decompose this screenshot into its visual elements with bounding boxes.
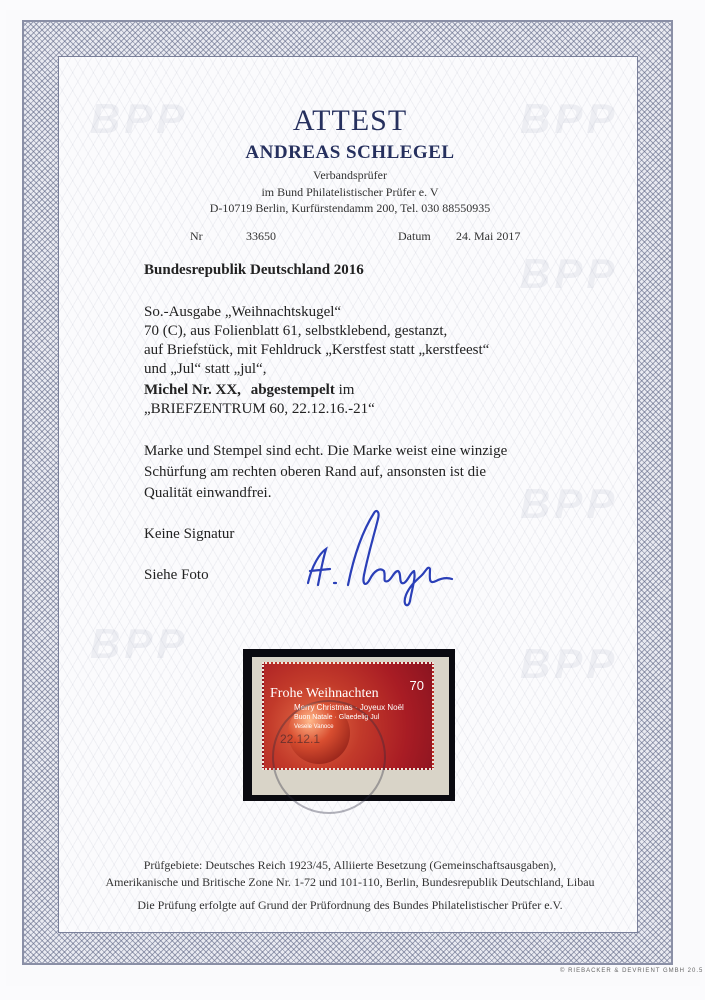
examiner-role: Verbandsprüfer [313, 168, 387, 182]
certificate-title: ATTEST [292, 104, 408, 137]
stamp-greeting: Frohe Weihnachten [270, 686, 379, 701]
michel-line [144, 381, 354, 400]
printer-copyright: © RIEBACKER & DEVRIENT GMBH 20.5 [560, 968, 704, 974]
certificate-number: 33650 [246, 229, 276, 243]
cancelled-status: abgestempelt [250, 382, 335, 398]
description-line: und „Jul“ statt „jul“, [144, 361, 267, 377]
signature-note: Keine Signatur [144, 526, 235, 542]
footer-line: Amerikanische und Britische Zone Nr. 1-72 und 101-110, Berlin, Bundesrepublik Deutschland, Libau [105, 875, 595, 889]
postmark-text: 22.12.1 [280, 732, 321, 746]
stamp-greeting-line: Vesele Vanoce [294, 724, 334, 730]
footer-line: Die Prüfung erfolgte auf Grund der Prüfordnung des Bundes Philatelistischer Prüfer e.V. [137, 898, 563, 912]
photo-note: Siehe Foto [144, 567, 209, 583]
description-line: 70 (C), aus Folienblatt 61, selbstklebend, gestanzt, [144, 323, 448, 339]
examiner-address: D-10719 Berlin, Kurfürstendamm 200, Tel. 030 88550935 [209, 201, 491, 215]
verdict-line: Marke und Stempel sind echt. Die Marke weist eine winzige [144, 443, 508, 459]
stamp-value: 70 [409, 678, 424, 693]
stamp-greeting-line: Merry Christmas · Joyeux Noël [294, 703, 404, 712]
description-line: auf Briefstück, mit Fehldruck „Kerstfest statt „kerstfeest“ [144, 342, 490, 358]
number-label: Nr [190, 229, 203, 243]
cancelled-suffix: im [338, 382, 355, 398]
stamp-greeting-line: Buon Natale · Glaedelig Jul [294, 714, 380, 721]
date-label: Datum [398, 229, 431, 243]
michel-number: Michel Nr. XX, [144, 382, 241, 398]
verdict-line: Qualität einwandfrei. [144, 485, 272, 501]
description-line: So.-Ausgabe „Weihnachtskugel“ [144, 304, 342, 320]
verdict-line: Schürfung am rechten oberen Rand auf, ansonsten ist die [144, 464, 486, 480]
handwritten-signature [290, 505, 460, 620]
certificate-date: 24. Mai 2017 [456, 229, 521, 243]
footer-line: Prüfgebiete: Deutsches Reich 1923/45, Alliierte Besetzung (Gemeinschaftsausgaben), [143, 858, 557, 872]
postmark-line: „BRIEFZENTRUM 60, 22.12.16.-21“ [144, 401, 375, 417]
country-year-heading: Bundesrepublik Deutschland 2016 [144, 262, 364, 278]
examiner-association: im Bund Philatelistischer Prüfer e. V [261, 185, 439, 199]
examiner-name: ANDREAS SCHLEGEL [245, 142, 455, 163]
postmark-cancel [272, 700, 386, 814]
